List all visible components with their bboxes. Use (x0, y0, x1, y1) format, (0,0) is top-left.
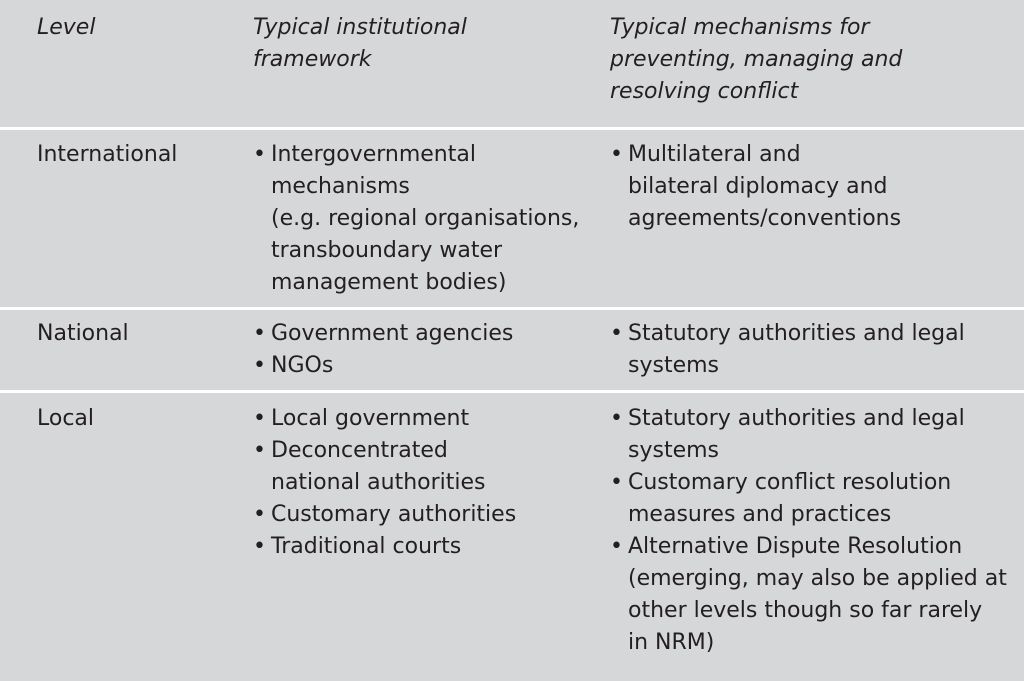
list-item: • NGOs (253, 350, 593, 382)
mechanisms-cell (610, 403, 1010, 659)
list-item: • Customary conflict resolution measures and practices (610, 467, 1010, 531)
level-cell: International (37, 142, 178, 167)
header-mechanisms-line: preventing, managing and (610, 47, 903, 72)
list-item: • Customary authorities (253, 499, 593, 531)
mechanisms-cell (610, 139, 1010, 235)
framework-cell (253, 318, 593, 382)
framework-list (253, 403, 593, 563)
row-divider (0, 127, 1024, 130)
level-cell: Local (37, 406, 95, 431)
list-item: • Government agencies (253, 318, 593, 350)
header-framework (253, 12, 593, 76)
header-framework-line: Typical institutional (253, 15, 467, 40)
header-level (37, 12, 237, 44)
mechanisms-list (610, 318, 1010, 382)
framework-list (253, 139, 593, 299)
level-cell: National (37, 321, 129, 346)
mechanisms-list (610, 139, 1010, 235)
list-item: • Statutory authorities and legal systems (610, 403, 1010, 467)
header-mechanisms-line: resolving conflict (610, 79, 799, 104)
header-mechanisms-line: Typical mechanisms for (610, 15, 870, 40)
framework-cell (253, 403, 593, 563)
list-item: • Deconcentrated national authorities (253, 435, 593, 499)
framework-cell (253, 139, 593, 299)
row-divider (0, 390, 1024, 393)
row-divider (0, 307, 1024, 310)
header-framework-line: framework (253, 47, 372, 72)
list-item: • Multilateral and bilateral diplomacy and agreements/conventions (610, 139, 1010, 235)
mechanisms-cell (610, 318, 1010, 382)
header-mechanisms (610, 12, 1010, 108)
list-item: • Local government (253, 403, 593, 435)
list-item: • Traditional courts (253, 531, 593, 563)
framework-list (253, 318, 593, 382)
header-level-text: Level (37, 15, 96, 40)
list-item: • Alternative Dispute Resolution (emerging, may also be applied at other levels though so far rarely in NRM) (610, 531, 1010, 659)
list-item: • Statutory authorities and legal systems (610, 318, 1010, 382)
mechanisms-list (610, 403, 1010, 659)
list-item: • Intergovernmental mechanisms (e.g. regional organisations, transboundary water management bodies) (253, 139, 593, 299)
